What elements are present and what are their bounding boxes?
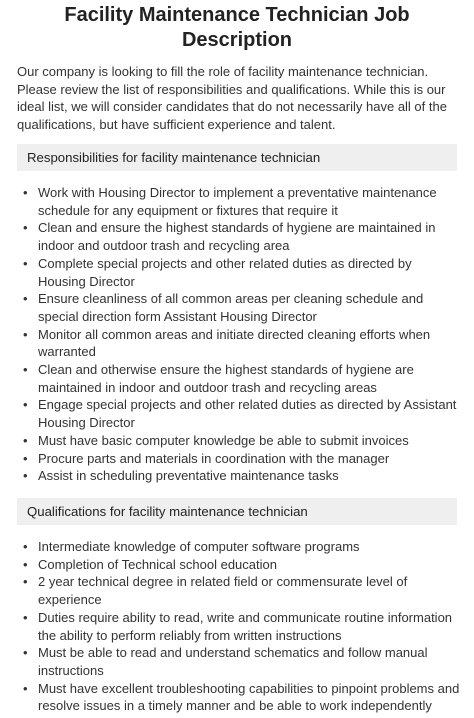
qualifications-heading: Qualifications for facility maintenance technician <box>17 498 457 525</box>
page-title: Facility Maintenance Technician Job Description <box>64 4 410 51</box>
list-item: • 2 year technical degree in related field or commensurate level of experience <box>38 573 460 608</box>
list-item: • Intermediate knowledge of computer software programs <box>38 538 460 556</box>
list-item: • Clean and otherwise ensure the highest standards of hygiene are maintained in indoor and outdoor trash and recycling areas <box>38 361 460 396</box>
qualifications-list <box>17 538 460 715</box>
list-item: • Must have basic computer knowledge be able to submit invoices <box>38 432 460 450</box>
list-item: • Engage special projects and other related duties as directed by Assistant Housing Director <box>38 396 460 431</box>
responsibilities-list <box>17 184 460 485</box>
responsibilities-heading: Responsibilities for facility maintenance technician <box>17 144 457 171</box>
list-item: • Ensure cleanliness of all common areas per cleaning schedule and special direction form Assistant Housing Director <box>38 290 460 325</box>
list-item: • Duties require ability to read, write and communicate routine information the ability to perform reliably from written instructions <box>38 609 460 644</box>
intro-paragraph: Our company is looking to fill the role of facility maintenance technician. Please review the list of responsibilities and qualifications. While this is our ideal list, we will consider candidates that do not necessarily have all of the qualifications, but have sufficient experience and talent. <box>17 64 447 132</box>
list-item: • Completion of Technical school education <box>38 556 460 574</box>
list-item: • Procure parts and materials in coordination with the manager <box>38 450 460 468</box>
list-item: • Complete special projects and other related duties as directed by Housing Director <box>38 255 460 290</box>
list-item: • Clean and ensure the highest standards of hygiene are maintained in indoor and outdoor trash and recycling area <box>38 219 460 254</box>
list-item: • Monitor all common areas and initiate directed cleaning efforts when warranted <box>38 326 460 361</box>
list-item: • Must be able to read and understand schematics and follow manual instructions <box>38 644 460 679</box>
list-item: • Work with Housing Director to implement a preventative maintenance schedule for any equipment or fixtures that require it <box>38 184 460 219</box>
list-item: • Assist in scheduling preventative maintenance tasks <box>38 467 460 485</box>
list-item: • Must have excellent troubleshooting capabilities to pinpoint problems and resolve issues in a timely manner and be able to work independently <box>38 680 460 715</box>
